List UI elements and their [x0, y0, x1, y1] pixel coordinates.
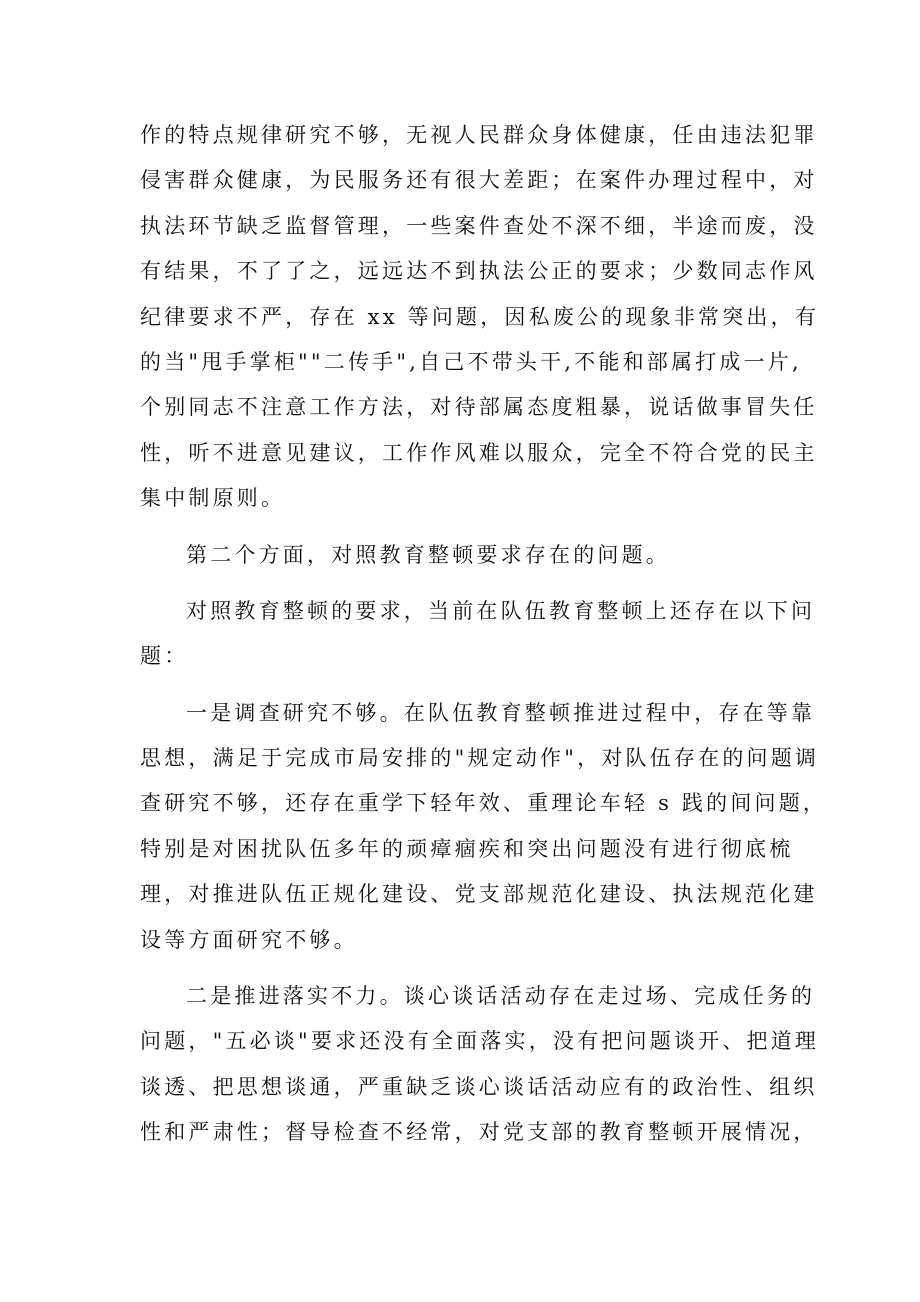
text-line: 有结果，不了了之，远远达不到执法公正的要求；少数同志作风: [140, 259, 818, 284]
text-line: 二是推进落实不力。谈心谈话活动存在走过场、完成任务的: [186, 984, 816, 1009]
paragraph-4: [140, 691, 828, 963]
text-line: 设等方面研究不够。: [140, 927, 358, 952]
paragraph-gap: [140, 680, 780, 691]
paragraph-3: [140, 589, 816, 680]
text-line: 性，听不进意见建议，工作作风难以服众，完全不符合党的民主: [140, 440, 818, 465]
text-line: 个别同志不注意工作方法，对待部属态度粗暴，说话做事冒失任: [140, 395, 818, 420]
text-line: 特别是对困扰队伍多年的顽瘴痼疾和突出问题没有进行彻底梳: [140, 836, 794, 861]
paragraph-5: [140, 974, 820, 1156]
text-line: 的当"甩手掌柜""二传手",自己不带头干,不能和部属打成一片,: [140, 349, 802, 374]
text-line: 题：: [140, 644, 189, 669]
text-line: 思想，满足于完成市局安排的"规定动作"，对队伍存在的问题调: [140, 746, 820, 771]
text-line: 纪律要求不严，存在 xx 等问题，因私废公的现象非常突出，有: [140, 304, 820, 329]
text-line: 一是调查研究不够。在队伍教育整顿推进过程中，存在等靠: [186, 700, 816, 725]
document-body: [140, 113, 828, 1156]
text-line: 第二个方面，对照教育整顿要求存在的问题。: [186, 542, 670, 567]
text-line: 谈透、把思想谈通，严重缺乏谈心谈话活动应有的政治性、组织: [140, 1074, 818, 1099]
text-line: 侵害群众健康，为民服务还有很大差距；在案件办理过程中，对: [140, 168, 818, 193]
text-line: 问题，"五必谈"要求还没有全面落实，没有把问题谈开、把道理: [140, 1029, 820, 1054]
paragraph-gap: [140, 578, 780, 589]
paragraph-1: [140, 113, 820, 522]
text-line: 作的特点规律研究不够，无视人民群众身体健康，任由违法犯罪: [140, 123, 818, 147]
paragraph-gap: [140, 522, 780, 533]
text-line: 性和严肃性；督导检查不经常，对党支部的教育整顿开展情况，: [140, 1120, 818, 1145]
text-line: 集中制原则。: [140, 486, 286, 511]
paragraph-2-section-heading: [140, 533, 780, 578]
text-line: 对照教育整顿的要求，当前在队伍教育整顿上还存在以下问: [186, 598, 816, 623]
paragraph-gap: [140, 963, 780, 974]
text-line: 查研究不够，还存在重学下轻年效、重理论车轻 s 践的间问题，: [140, 791, 828, 816]
text-line: 理，对推进队伍正规化建设、党支部规范化建设、执法规范化建: [140, 882, 818, 907]
text-line: 执法环节缺乏监督管理，一些案件查处不深不细，半途而废，没: [140, 213, 818, 238]
